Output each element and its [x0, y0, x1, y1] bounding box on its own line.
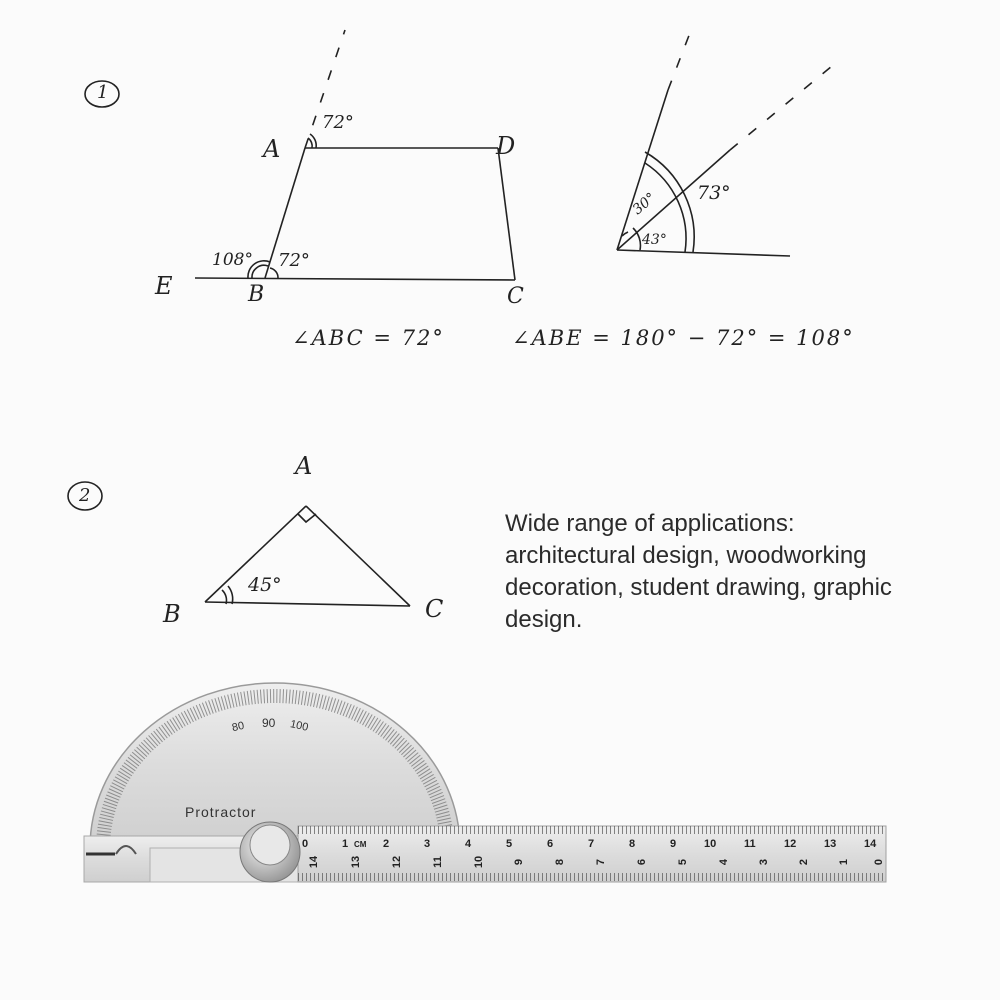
example-1-number: 1: [97, 82, 109, 103]
degree-80: 80: [230, 719, 246, 735]
vertex-d-label: D: [496, 132, 516, 160]
vertex-c-label: C: [507, 284, 524, 309]
protractor-label: Protractor: [185, 804, 257, 820]
degree-100: 100: [288, 718, 310, 734]
angle-a-label: 72°: [322, 112, 354, 133]
ruler-top-scale: 0 1 CM 2 3 4 5 6 7 8 9 10 11 12 13 14: [302, 838, 877, 850]
angle-upper-label: 30°: [629, 189, 660, 219]
description-line: Wide range of applications:: [505, 510, 795, 537]
triangle-angle-b: 45°: [248, 574, 282, 596]
example-2-number: 2: [79, 485, 91, 506]
vertex-a-label: A: [263, 135, 281, 163]
description-line: design.: [505, 606, 583, 633]
equation-abe: ∠ABE = 180° − 72° = 108°: [512, 326, 855, 350]
ruler-bottom-scale: 14 13 12 11 10 9 8 7 6 5 4 3 2 1 0: [308, 855, 886, 869]
angle-b-inner-label: 72°: [278, 250, 310, 271]
degree-90: 90: [262, 716, 276, 730]
description-line: architectural design, woodworking: [505, 542, 867, 569]
description-line: decoration, student drawing, graphic: [505, 574, 892, 601]
triangle-vertex-c: C: [425, 595, 444, 623]
equation-abc: ∠ABC = 72°: [292, 326, 445, 350]
triangle-vertex-a: A: [295, 452, 313, 480]
vertex-e-label: E: [155, 272, 173, 300]
angle-lower-label: 43°: [642, 232, 667, 248]
vertex-b-label: B: [248, 282, 265, 307]
angle-b-outer-label: 108°: [212, 250, 253, 270]
angle-total-label: 73°: [697, 182, 731, 204]
triangle-vertex-b: B: [163, 600, 181, 628]
